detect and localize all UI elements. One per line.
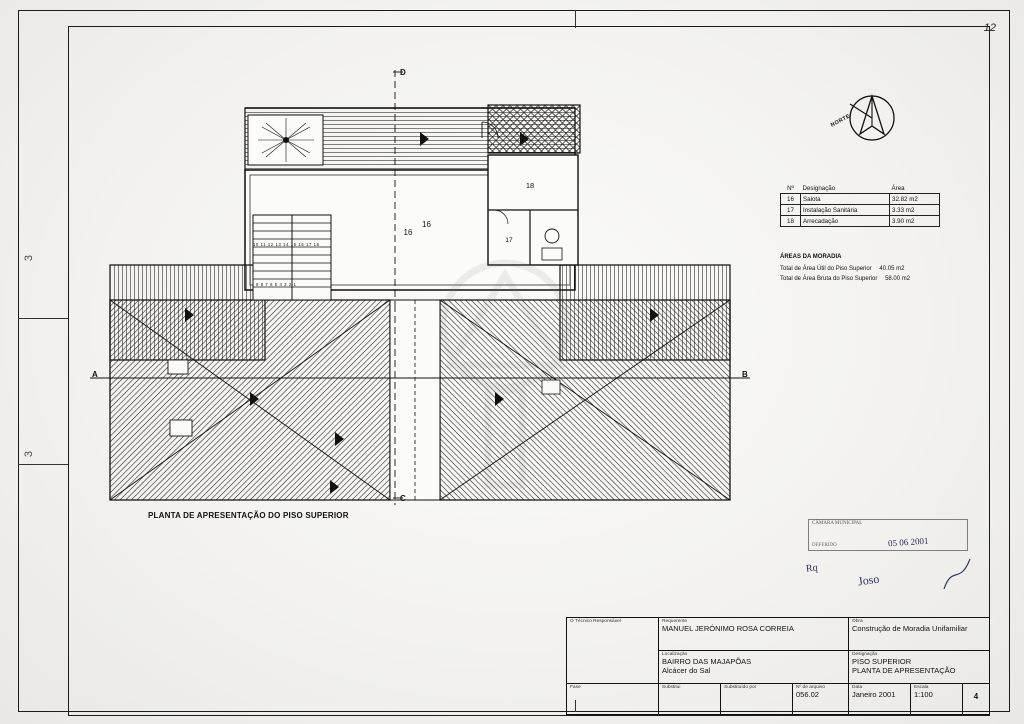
- tb-fase-label: Fase: [570, 685, 581, 690]
- table-row: [781, 194, 940, 205]
- legend-header-n: Nº: [781, 183, 801, 194]
- areas-label: Total de Área Útil do Piso Superior: [780, 266, 872, 273]
- page-number: 12: [983, 22, 996, 34]
- axis-label-d: D: [400, 68, 406, 77]
- tb-designacao-value2: PLANTA DE APRESENTAÇÃO: [852, 666, 956, 675]
- tb-requerente: [659, 618, 849, 651]
- tb-requerente-value: MANUEL JERÓNIMO ROSA CORREIA: [662, 624, 794, 633]
- stair-riser-numbers-lower: 9 8 7 6 5 4 3 2 1: [256, 282, 297, 287]
- skylight-left-2: [170, 420, 192, 436]
- legend-header-designacao: Designação: [801, 183, 890, 194]
- tb-responsavel: [567, 618, 659, 684]
- tb-escala-label: Escala: [914, 685, 929, 690]
- tb-obra-value: Construção de Moradia Unifamiliar: [852, 624, 968, 633]
- stair-riser-numbers-upper: 10 11 12 13 14 15 16 17 18: [253, 242, 320, 247]
- north-label: NORTE: [829, 113, 852, 129]
- tb-localizacao-value2: Alcácer do Sal: [662, 666, 711, 675]
- tb-fase: [567, 684, 659, 714]
- legend-cell-area: 3.33 m2: [890, 205, 940, 216]
- legend-header-row: [781, 183, 940, 194]
- margin-mark-top: 3: [23, 254, 36, 262]
- tb-designacao-value1: PISO SUPERIOR: [852, 657, 912, 666]
- room-label-17: 17: [505, 237, 513, 244]
- approval-stamp-area: [800, 515, 975, 605]
- tiled-terrace: [488, 105, 580, 153]
- tb-data-value: Janeiro 2001: [852, 690, 896, 699]
- tb-substitui: [659, 684, 721, 714]
- tb-escala-value: 1:100: [914, 690, 933, 699]
- room-label-18: 18: [525, 181, 535, 190]
- areas-summary: [780, 253, 960, 284]
- watermark: [380, 215, 630, 515]
- stamp-date-handwritten: 05 06 2001: [887, 535, 929, 549]
- tb-obra: [849, 618, 989, 651]
- tb-obra-label: Obra: [852, 619, 863, 624]
- fold-tick-left-lower: [18, 464, 68, 465]
- legend-cell-designacao: Instalação Sanitária: [801, 205, 890, 216]
- legend-cell-area: 32.82 m2: [890, 194, 940, 205]
- tb-designacao: [849, 651, 989, 684]
- areas-row: [780, 265, 960, 274]
- stamp-small-text: CÂMARA MUNICIPAL: [812, 521, 863, 526]
- legend-cell-designacao: Arrecadação: [801, 216, 890, 227]
- tb-substituido-label: Substituído por: [724, 685, 757, 690]
- table-row: [781, 216, 940, 227]
- tb-folha: [963, 684, 989, 714]
- tb-substituido: [721, 684, 793, 714]
- tb-folha-value: 4: [973, 692, 979, 701]
- legend-cell-n: 18: [781, 216, 801, 227]
- areas-value: 40.05 m2: [879, 266, 905, 273]
- svg-text:i: i: [499, 424, 511, 470]
- tb-localizacao-label: Localização: [662, 652, 688, 657]
- axis-label-c: C: [400, 494, 406, 503]
- areas-label: Total de Área Bruta do Piso Superior: [780, 275, 878, 282]
- signature-1: Rq: [805, 562, 819, 575]
- axis-label-b: B: [742, 370, 748, 379]
- terrace-planting: [248, 115, 323, 165]
- legend-header-area: Área: [890, 183, 940, 194]
- plan-caption: PLANTA DE APRESENTAÇÃO DO PISO SUPERIOR: [148, 511, 349, 520]
- tb-responsavel-label: O Técnico Responsável: [570, 619, 621, 624]
- staircase: [253, 215, 331, 300]
- fold-tick-top: [575, 10, 576, 28]
- tb-localizacao-value1: BAIRRO DAS MAJAPÕAS: [662, 657, 752, 666]
- tb-data-label: Data: [852, 685, 863, 690]
- stamp-deferred-text: DEFERIDO: [812, 543, 837, 548]
- tb-arquivo-value: 056.02: [796, 690, 819, 699]
- room-legend-table: [780, 183, 940, 227]
- legend-cell-n: 16: [781, 194, 801, 205]
- legend-cell-n: 17: [781, 205, 801, 216]
- legend-cell-designacao: Salota: [801, 194, 890, 205]
- north-arrow: [830, 90, 910, 152]
- axis-label-a: A: [92, 370, 98, 379]
- areas-row: [780, 275, 960, 284]
- skylight-left: [168, 360, 188, 374]
- title-block: [566, 617, 990, 715]
- tb-localizacao: [659, 651, 849, 684]
- tb-escala: [911, 684, 963, 714]
- signature-flourish: [940, 555, 976, 595]
- areas-title: ÁREAS DA MORADIA: [780, 254, 842, 260]
- tb-arquivo-label: Nº de arquivo: [796, 685, 825, 690]
- tb-arquivo: [793, 684, 849, 714]
- legend-cell-area: 3.90 m2: [890, 216, 940, 227]
- margin-mark-bottom: 3: [23, 450, 36, 458]
- tb-designacao-label: Designação: [852, 652, 878, 657]
- signature-2: Joso: [857, 571, 881, 589]
- tb-substitui-label: Substitui: [662, 685, 681, 690]
- tb-data: [849, 684, 911, 714]
- room-number-16-main: 16: [422, 220, 431, 229]
- table-row: [781, 205, 940, 216]
- tb-requerente-label: Requerente: [662, 619, 688, 624]
- fold-tick-left-upper: [18, 318, 68, 319]
- room-label-16: 16: [403, 228, 413, 237]
- areas-value: 58.00 m2: [885, 275, 911, 282]
